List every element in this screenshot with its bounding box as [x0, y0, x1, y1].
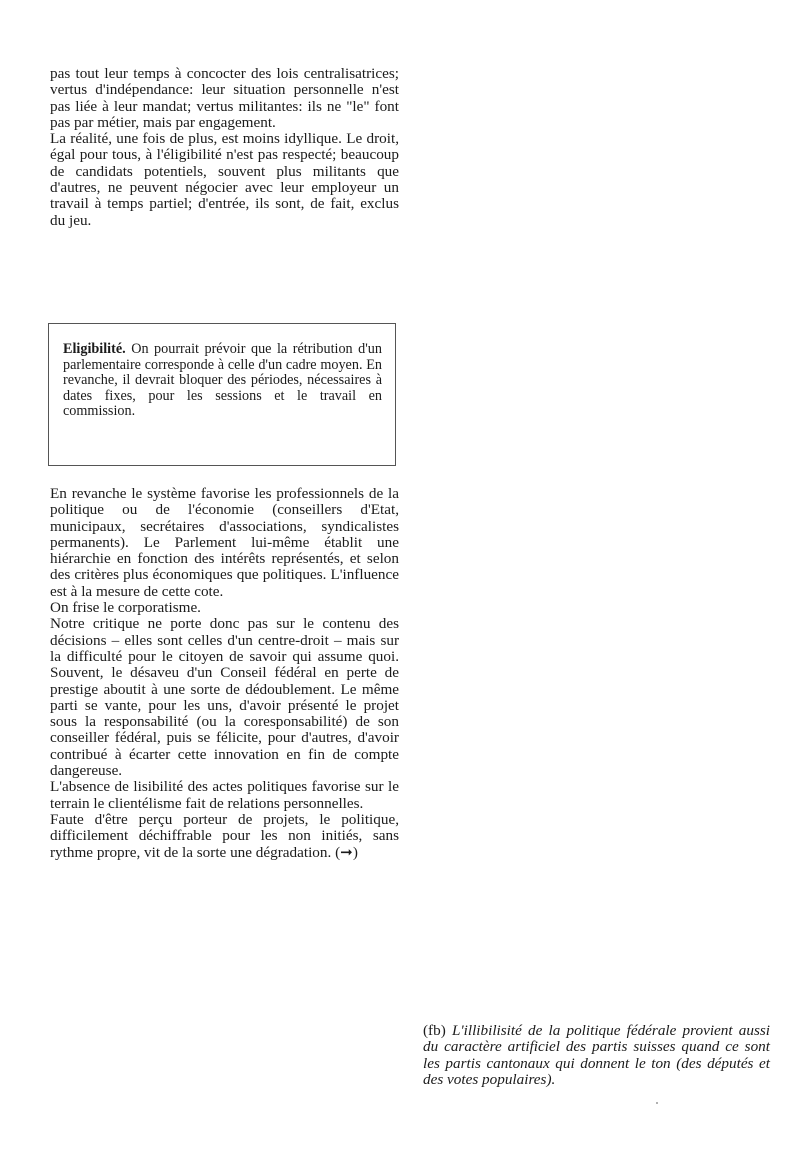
- paragraph-corporatisme: On frise le corporatisme.: [50, 599, 201, 617]
- box-body: On pourrait prévoir que la rétribution d'un parlementaire corresponde à celle d'un cadre moyen. En revanche, il devrait bloquer des périodes, nécessaires à dates fixes, pour les sessions et le travail en commission.: [63, 341, 382, 420]
- side-note-text: L'illibilisité de la politique fédérale provient aussi du caractère artificiel des partis suisses quand ce sont les partis cantonaux qui donnent le ton (des députés et des votes populaires).: [423, 1022, 770, 1088]
- paragraph-lisibilite: L'absence de lisibilité des actes politiques favorise sur le terrain le clientélisme fait de relations personnelles.: [50, 778, 399, 812]
- side-note: [423, 1023, 770, 1088]
- print-speck: [656, 1102, 658, 1104]
- box-heading: Eligibilité.: [63, 341, 126, 357]
- column-bottom: [50, 486, 399, 861]
- side-note-label: (fb): [423, 1022, 452, 1039]
- paragraph-top: pas tout leur temps à concocter des lois centralisatrices; vertus d'indépendance: leur situation personnelle n'est pas liée à leur mandat; vertus militantes: ils ne "le" font pas par métier, mais par engagement.: [50, 65, 399, 131]
- paragraph-revanche: En revanche le système favorise les professionnels de la politique ou de l'économie (conseillers d'Etat, municipaux, secrétaires d'associations, syndicalistes permanents). Le Parlement lui-même établit une hiérarchie en fonction des intérêts représentés, et selon des critères plus économiques que politiques. L'influence est à la mesure de cette cote.: [50, 485, 399, 600]
- column-top: [50, 66, 399, 229]
- paragraph-faute: Faute d'être perçu porteur de projets, le politique, difficilement déchiffrable pour les non initiés, sans rythme propre, vit de la sorte une dégradation. (➞): [50, 810, 399, 861]
- eligibilite-box: [48, 323, 396, 466]
- paragraph-realite: La réalité, une fois de plus, est moins idyllique. Le droit, égal pour tous, à l'éligibilité n'est pas respecté; beaucoup de candidats potentiels, souvent plus militants que d'autres, ne peuvent négocier avec leur employeur un travail à temps partiel; d'entrée, ils sont, de fait, exclus du jeu.: [50, 130, 399, 229]
- box-text: [63, 342, 382, 420]
- paragraph-critique: Notre critique ne porte donc pas sur le contenu des décisions – elles sont celles d'un centre-droit – mais sur la difficulté pour le citoyen de savoir qui assume quoi. Souvent, le désaveu d'un Conseil fédéral en perte de prestige aboutit à une sorte de dédoublement. Le même parti se vante, pour les uns, d'avoir présenté le projet sous la responsabilité (ou la coresponsabilité) de son conseiller fédéral, puis se félicite, pour d'autres, d'avoir contribué à écarter cette innovation en fin de compte dangereuse.: [50, 615, 399, 780]
